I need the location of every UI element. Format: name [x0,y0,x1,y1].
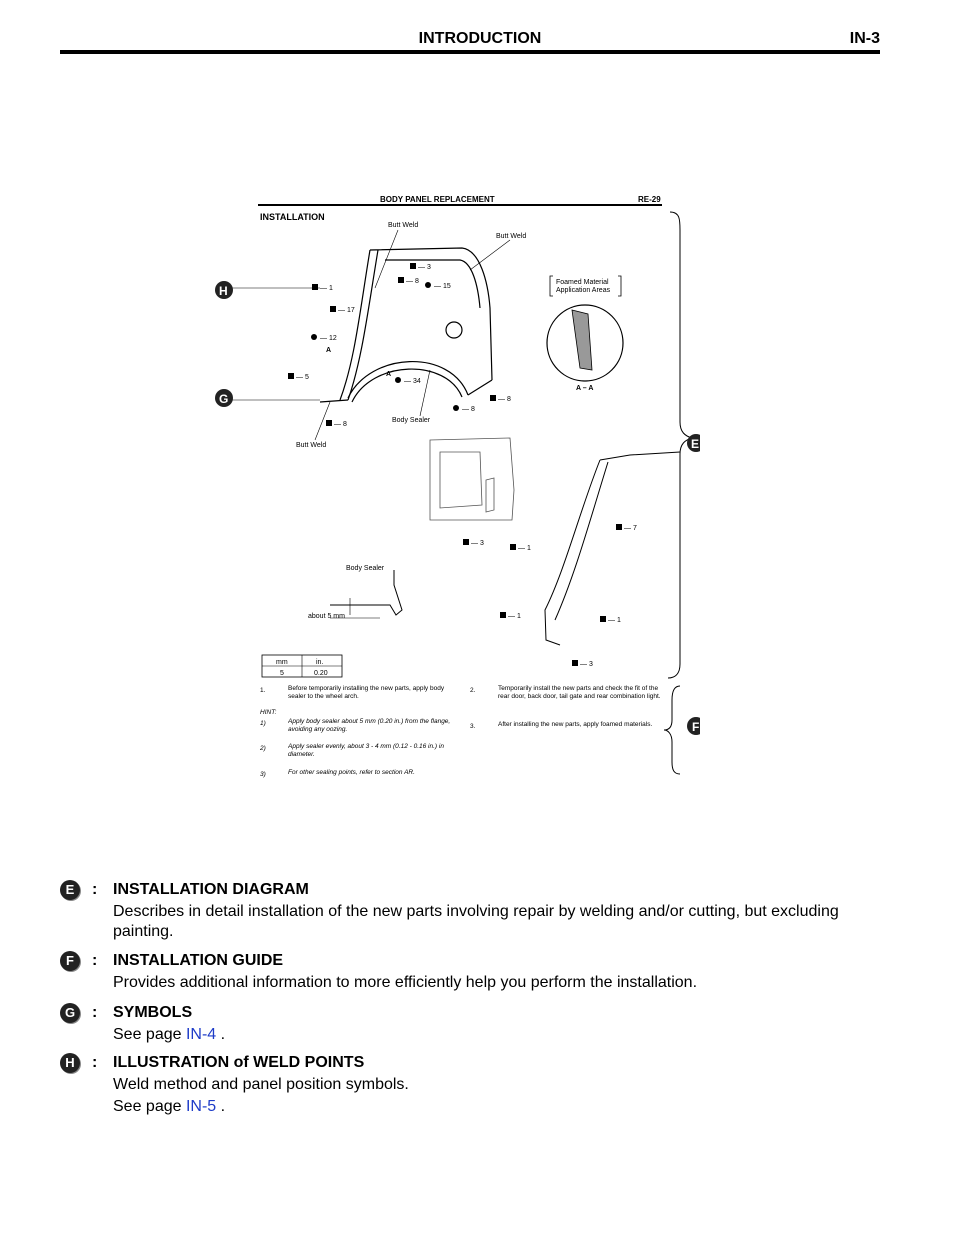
weld-mark: — 8 [334,421,347,428]
legend-description: Describes in detail installation of the new parts involving repair by welding and/or cutting, but excluding painting. [113,903,839,940]
section-aa-label: A – A [576,385,594,392]
weld-mark: — 8 [498,396,511,403]
page-header-title: INTRODUCTION [418,30,542,47]
marker-g [215,389,233,407]
colon: : [92,881,98,898]
see-page-text: See page [113,1098,182,1115]
letter-badge-h: H [60,1053,80,1073]
hint-label: HINT: [260,709,277,716]
svg-text:G: G [219,392,229,406]
step-text: Apply sealer evenly, about 3 - 4 mm (0.12 - 0.16 in.) in diameter. [288,743,444,758]
sealer-section-sketch [330,570,402,618]
legend-description: Weld method and panel position symbols. [113,1076,409,1093]
letter-badge-f: F [60,951,80,971]
weld-mark: — 15 [434,283,451,290]
legend-description: Provides additional information to more efficiently help you perform the installation. [113,974,698,991]
legend-description [113,1025,893,1045]
step-text: After installing the new parts, apply foamed materials. [498,721,653,728]
step-number: 1. [260,687,266,694]
period: . [220,1098,226,1115]
legend-title: INSTALLATION GUIDE [113,952,284,969]
legend-item-g [60,1003,910,1047]
weld-mark: — 7 [624,525,637,532]
step-number: 2. [470,687,476,694]
callout-butt-weld: Butt Weld [296,442,327,449]
header-rule [60,50,880,54]
svg-text:F: F [692,720,700,734]
weld-mark: — 1 [608,617,621,624]
marker-f [687,717,700,735]
sub-header-title: BODY PANEL REPLACEMENT [380,195,495,204]
colon: : [92,952,98,969]
steps-right [470,685,668,741]
colon: : [92,1004,98,1021]
legend-item-e [60,880,910,940]
table-cell-in: 0.20 [314,670,328,677]
sub-header-page: RE-29 [638,195,661,204]
steps-left [259,685,458,781]
installation-figure [180,190,700,790]
weld-mark: — 3 [471,540,484,547]
weld-mark: — 8 [462,406,475,413]
legend-title: SYMBOLS [113,1004,193,1021]
page-link-in-5[interactable]: IN-5 [185,1098,217,1115]
conversion-table [262,655,342,677]
legend-item-f [60,951,910,995]
foamed-area-shape [572,310,592,370]
marker-h [215,281,233,299]
callout-butt-weld: Butt Weld [388,222,419,229]
section-label: INSTALLATION [260,212,325,222]
callout-body-sealer: Body Sealer [392,417,431,424]
legend-title: INSTALLATION DIAGRAM [113,881,309,898]
period: . [220,1026,226,1043]
letter-badge-g: G [60,1003,80,1023]
page-link-in-4[interactable]: IN-4 [185,1026,217,1043]
callout-butt-weld: Butt Weld [496,233,527,240]
step-text: For other sealing points, refer to section AR. [288,769,415,776]
step-text: Before temporarily installing the new parts, apply body sealer to the wheel arch. [288,685,445,700]
legend-description-2 [113,1097,893,1117]
step-text: Temporarily install the new parts and check the fit of the rear door, back door, tail gate and rear combination light. [498,685,661,700]
table-header-in: in. [316,659,324,666]
weld-mark: — 1 [508,613,521,620]
svg-text:E: E [691,437,700,451]
letter-badge-e: E [60,880,80,900]
weld-mark: — 8 [406,278,419,285]
weld-mark: — 17 [338,307,355,314]
weld-mark: — 3 [418,264,431,271]
section-marker: A [326,347,332,354]
callout-about-5mm: about 5 mm [308,613,345,620]
callout-body-sealer: Body Sealer [346,565,385,572]
page-number: IN-3 [849,30,880,47]
weld-mark: — 34 [404,378,421,385]
foamed-label-1: Foamed Material [556,279,609,286]
step-number: 3. [470,723,476,730]
weld-mark: — 3 [580,661,593,668]
inner-panel-sketch [430,438,514,520]
svg-text:H: H [219,284,228,298]
see-page-text: See page [113,1026,182,1043]
weld-mark: — 1 [320,285,333,292]
step-number: 1) [260,720,266,727]
foamed-label-2: Application Areas [556,287,611,294]
section-marker: A [386,371,392,378]
step-number: 2) [260,745,266,752]
step-number: 3) [260,771,266,778]
colon: : [92,1054,98,1071]
weld-mark: — 12 [320,335,337,342]
weld-mark: — 5 [296,374,309,381]
step-text: Apply body sealer about 5 mm (0.20 in.) from the flange, avoiding any oozing. [288,718,451,733]
legend-item-h [60,1053,910,1119]
legend-title: ILLUSTRATION of WELD POINTS [113,1054,365,1071]
table-cell-mm: 5 [280,670,284,677]
weld-mark: — 1 [518,545,531,552]
table-header-mm: mm [276,659,288,666]
